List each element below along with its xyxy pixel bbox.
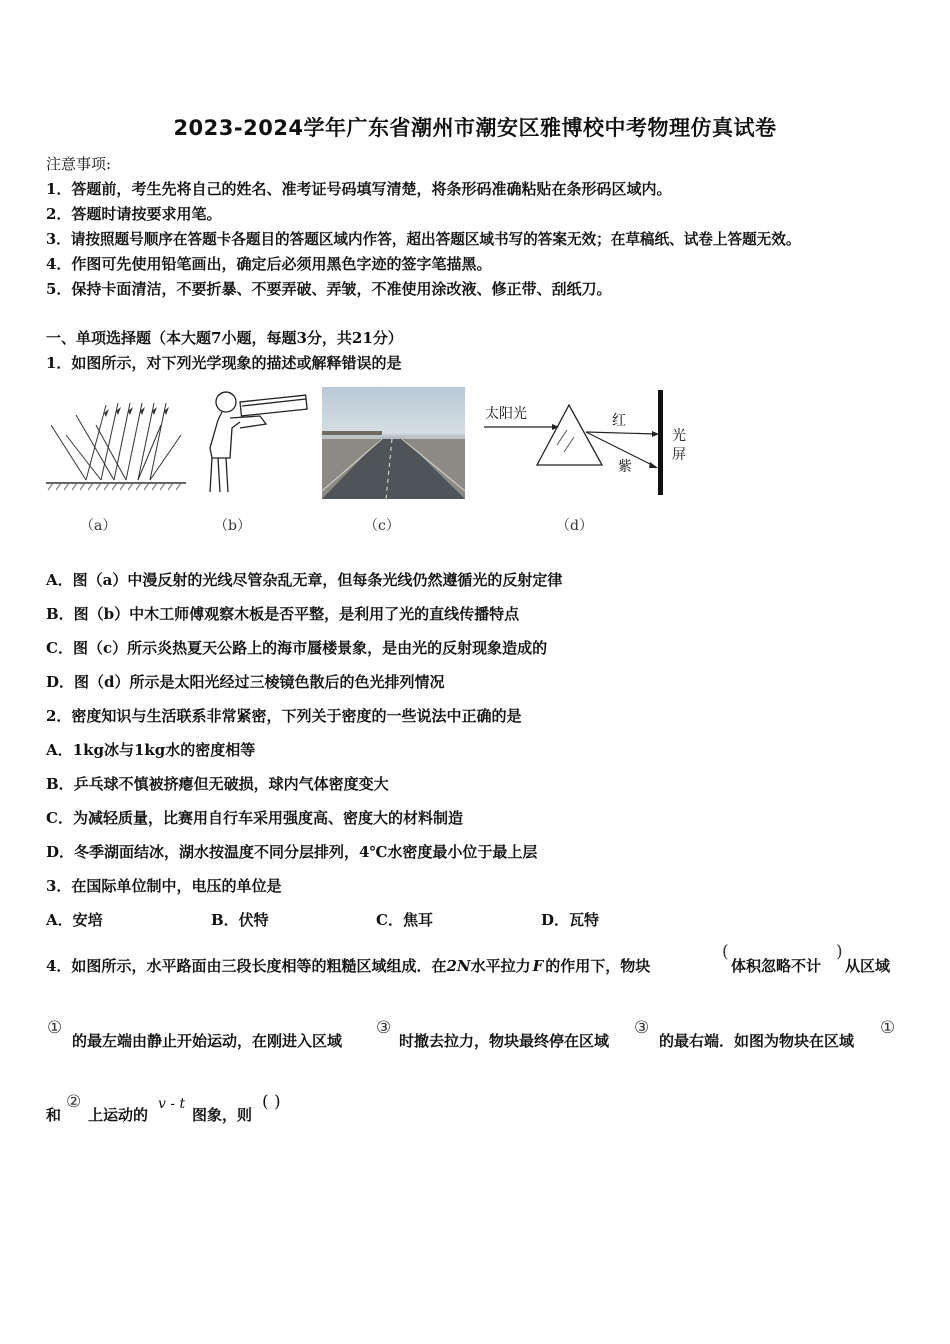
- paren-close: ): [836, 942, 843, 962]
- question-4-text-part: 从区域: [845, 957, 891, 975]
- figure-b-carpenter: [200, 388, 315, 496]
- figure-d-screen-label: 屏: [672, 447, 686, 463]
- notice-item: 1．答题前，考生先将自己的姓名、准考证号码填写清楚，将条形码准确粘贴在条形码区域内。: [46, 180, 672, 198]
- question-2-option-b: B．乒乓球不慎被挤瘪但无破损，球内气体密度变大: [46, 775, 389, 793]
- question-1-option-d: D．图（d）所示是太阳光经过三棱镜色散后的色光排列情况: [46, 673, 445, 691]
- question-1-option-a: A．图（a）中漫反射的光线尽管杂乱无章，但每条光线仍然遵循光的反射定律: [46, 571, 563, 589]
- question-3-option-a: A．安培: [46, 911, 103, 929]
- question-3-option-d: D．瓦特: [541, 911, 600, 929]
- question-2-option-a: A．1kg冰与1kg水的密度相等: [46, 741, 256, 759]
- question-3-option-b: B．伏特: [211, 911, 269, 929]
- figure-d-violet-label: 紫: [618, 459, 632, 475]
- figure-d-caption: （d）: [556, 518, 593, 534]
- region-1-symbol: ①: [47, 1018, 63, 1038]
- question-4-text-part: 图象，则: [192, 1106, 253, 1124]
- notice-item: 3．请按照题号顺序在答题卡各题目的答题区域内作答，超出答题区域书写的答案无效；在草稿纸、试卷上答题无效。: [46, 231, 801, 248]
- question-3-option-c: C．焦耳: [376, 911, 433, 929]
- question-3-stem: 3．在国际单位制中，电压的单位是: [46, 877, 282, 895]
- question-1-stem: 1．如图所示，对下列光学现象的描述或解释错误的是: [46, 354, 402, 372]
- region-3-symbol: ③: [634, 1018, 650, 1038]
- question-4-text-part: 上运动的: [88, 1106, 149, 1124]
- question-2-stem: 2．密度知识与生活联系非常紧密，下列关于密度的一些说法中正确的是: [46, 707, 522, 725]
- page-title: 2023-2024学年广东省潮州市潮安区雅博校中考物理仿真试卷: [173, 116, 777, 140]
- question-4-text-part: 体积忽略不计: [731, 957, 822, 975]
- figure-c-road-mirage: [322, 387, 465, 499]
- region-1-symbol: ①: [880, 1018, 896, 1038]
- notice-heading: 注意事项:: [46, 155, 112, 173]
- question-4-text-part: 的最右端．如图为物块在区域: [659, 1032, 855, 1050]
- figure-c-caption: （c）: [364, 518, 400, 534]
- question-4-text-part: 的作用下，物块: [545, 957, 651, 975]
- vt-graph-symbol: v - t: [158, 1096, 186, 1112]
- figure-a-caption: （a）: [80, 518, 117, 534]
- notice-item: 4．作图可先使用铅笔画出，确定后必须用黑色字迹的签字笔描黑。: [46, 255, 492, 273]
- question-1-option-b: B．图（b）中木工师傅观察木板是否平整，是利用了光的直线传播特点: [46, 605, 520, 623]
- figure-d-red-label: 红: [612, 413, 626, 429]
- answer-blank: ( ): [262, 1092, 281, 1112]
- section-heading: 一、单项选择题（本大题7小题，每题3分，共21分）: [46, 329, 403, 347]
- question-2-option-d: D．冬季湖面结冰，湖水按温度不同分层排列，4℃水密度最小位于最上层: [46, 843, 538, 861]
- figure-a-diffuse-reflection: [46, 395, 186, 495]
- region-2-symbol: ②: [66, 1092, 82, 1112]
- notice-item: 2．答题时请按要求用笔。: [46, 205, 222, 223]
- figure-d-sunlight-label: 太阳光: [485, 406, 527, 422]
- force-value: 2N: [446, 957, 471, 975]
- question-1-option-c: C．图（c）所示炎热夏天公路上的海市蜃楼景象，是由光的反射现象造成的: [46, 639, 548, 657]
- question-4-text-part: 水平拉力: [470, 957, 531, 975]
- figure-b-caption: （b）: [214, 518, 251, 534]
- figure-d-screen-label: 光: [672, 428, 686, 444]
- force-symbol: F: [532, 957, 544, 975]
- region-3-symbol: ③: [376, 1018, 392, 1038]
- question-4-text-part: 和: [46, 1106, 62, 1124]
- question-2-option-c: C．为减轻质量，比赛用自行车采用强度高、密度大的材料制造: [46, 809, 463, 827]
- paren-open: (: [722, 942, 729, 962]
- question-4-text-part: 4．如图所示，水平路面由三段长度相等的粗糙区域组成．在: [46, 957, 447, 975]
- question-4-text: [46, 955, 650, 976]
- notice-item: 5．保持卡面清洁，不要折暴、不要弄破、弄皱，不准使用涂改液、修正带、刮纸刀。: [46, 280, 612, 298]
- question-4-text-part: 的最左端由静止开始运动，在刚进入区域: [72, 1032, 343, 1050]
- question-4-text-part: 时撤去拉力，物块最终停在区域: [399, 1032, 610, 1050]
